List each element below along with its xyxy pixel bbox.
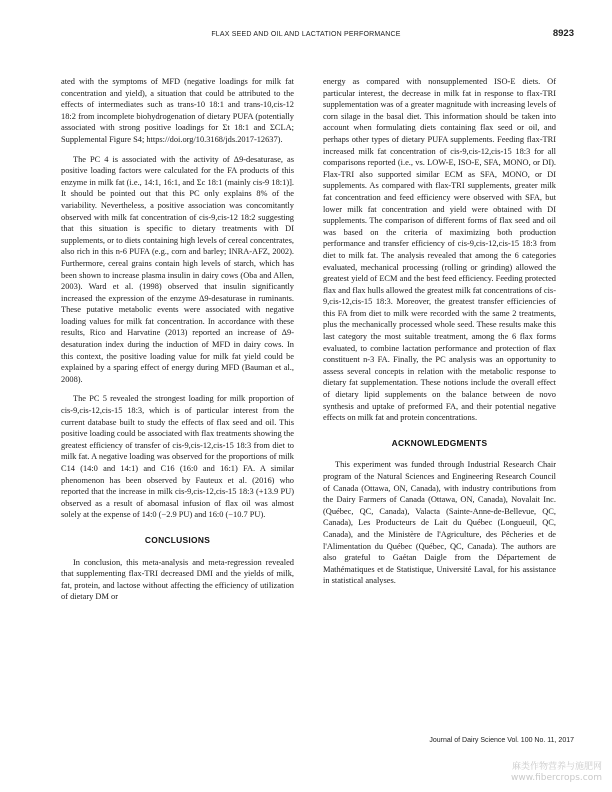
running-title: FLAX SEED AND OIL AND LACTATION PERFORMANCE — [211, 31, 401, 38]
journal-footer: Journal of Dairy Science Vol. 100 No. 11, 2017 — [429, 737, 574, 744]
page-number: 8923 — [552, 28, 574, 39]
paragraph: The PC 4 is associated with the activity of Δ9-desaturase, as positive loading factors were calculated for the FA products of this enzyme in milk fat (i.e., 14:1, 16:1, and Σc 18:1 (mainly cis-9 18:1)]. It should be pointed out that this PC only explains 8% of the variability. Nevertheless, a positive association was concomitantly observed with milk fat concentration of cis-9,cis-12 18:2 suggesting that this situation is specific to dietary treatments with DI supplements, or to diets containing high levels of cereal concentrates, also rich in this n-6 PUFA (e.g., corn and barley; INRA-AFZ, 2002). Furthermore, cereal grains contain high levels of starch, which has been shown to increase plasma insulin in dairy cows (Oba and Allen, 2003). Ward et al. (1998) observed that insulin significantly increased the expression of the enzyme Δ9-desaturase in ruminants. These putative metabolic events were associated with negative loading values for milk fat concentration. In accordance with these results, Rico and Harvatine (2013) reported an increase of Δ9-desaturation index during the induction of MFD in dairy cows. In this context, the positive loading value for milk fat yield could be explained by a sparing effect of energy during MFD (Bauman et al., 2008). — [61, 154, 294, 384]
left-column — [61, 76, 294, 603]
paragraph: This experiment was funded through Industrial Research Chair program of the Natural Sciences and Engineering Research Council of Canada (Ottawa, ON, Canada), with industry contributions from the Dairy Farmers of Canada (Ottawa, ON, Canada), Novalait Inc. (Québec, QC, Canada), Valacta (Sainte-Anne-de-Bellevue, QC, Canada), Les Producteurs de Lait du Québec (Longueuil, QC, Canada), and the Ministère de l'Agriculture, des Pêcheries et de l'Alimentation du Québec (Québec, QC, Canada). The authors are also grateful to Gaétan Daigle from the Département de Mathématiques et de Statistique, Université Laval, for his assistance in statistical analyses. — [323, 460, 556, 586]
paragraph: In conclusion, this meta-analysis and meta-regression revealed that supplementing flax-TRI decreased DMI and the yields of milk, fat, protein, and lactose without affecting the efficiency of utilization of dietary DM or — [61, 557, 294, 602]
acknowledgments-heading: ACKNOWLEDGMENTS — [391, 437, 488, 448]
watermark — [511, 762, 602, 784]
watermark-line: 麻类作物营养与施肥网 — [511, 762, 602, 772]
watermark-line: www.fibercrops.com — [511, 773, 602, 783]
right-column — [323, 76, 556, 587]
paragraph: energy as compared with nonsupplemented ISO-E diets. Of particular interest, the decrease in milk fat in response to flax-TRI supplementation was of a greater magnitude with increasing levels of corn silage in the basal diet. This information should be taken into account when formulating diets containing flax seed or oil, and perhaps other types of dietary PUFA supplements. Feeding flax-TRI increased milk fat concentration of cis-9,cis-12,cis-15 18:3 for all comparisons reported (i.e., vs. LOW-E, ISO-E, SFA, MONO, or DI). Flax-TRI also supported similar ECM as SFA, MONO, or DI supplements. As compared with flax-TRI supplements, greater milk fat concentration and feed efficiency were observed with SFA, but lower milk fat concentration and yield were obtained with DI supplements. The comparison of different forms of flax seed and oil was based on the criteria of maximizing both production performance and transfer efficiency of cis-9,cis-12,cis-15 18:3 from diet to milk fat. The analysis revealed that among the 6 categories evaluated, mechanical processing (rolling or grinding) allowed the greatest yield of ECM and the best feed efficiency. Feeding protected flax and flax hulls allowed the greatest milk fat concentrations of cis-9,cis-12,cis-15 18:3. Moreover, the greatest transfer efficiencies of this FA from diet to milk were recorded with the same 2 treatments, plus the mechanically processed whole seed. These results make this last category the most suitable treatment, among the 6 flax forms evaluated, to combine lactation performance and protection of flax constituent n-3 FA. Finally, the PC analysis was an opportunity to assess several concepts in relation with the metabolic response to dietary fat supplementation. These notions include the overall effect of dietary lipid supplements on the balance between de novo synthesis and uptake of preformed FA, and their potential negative effects on milk fat and protein concentrations. — [323, 77, 556, 423]
paragraph: The PC 5 revealed the strongest loading for milk proportion of cis-9,cis-12,cis-15 18:3, which is of particular interest from the current database built to study the effects of flax seed and oil. This positive loading could be associated with flax treatments showing the greatest efficiency of transfer of cis-9,cis-12,cis-15 18:3 from diet to milk fat. A negative loading was observed for the proportions of milk C14 (14:0 and 14:1) and C16 (16:0 and 16:1) FA. A similar phenomenon has been observed by Fauteux et al. (2016) who reported that the increase in milk cis-9,cis-12,cis-15 18:3 (+13.9 PU) observed as a result of abomasal infusion of flax oil was almost solely at the expense of 14:0 (−2.9 PU) and 16:0 (−10.7 PU). — [61, 394, 294, 520]
paragraph: ated with the symptoms of MFD (negative loadings for milk fat concentration and yield), a situation that could be attributed to the effects of intermediates such as trans-10 18:1 and trans-10,cis-12 18:2 from incomplete biohydrogenation of dietary PUFA (potentially associated with strong positive loadings for Σt 18:1 and ΣCLA; Supplemental Figure S4; https://doi.org/10.3168/jds.2017-12637). — [61, 77, 294, 144]
conclusions-heading: CONCLUSIONS — [144, 534, 211, 545]
